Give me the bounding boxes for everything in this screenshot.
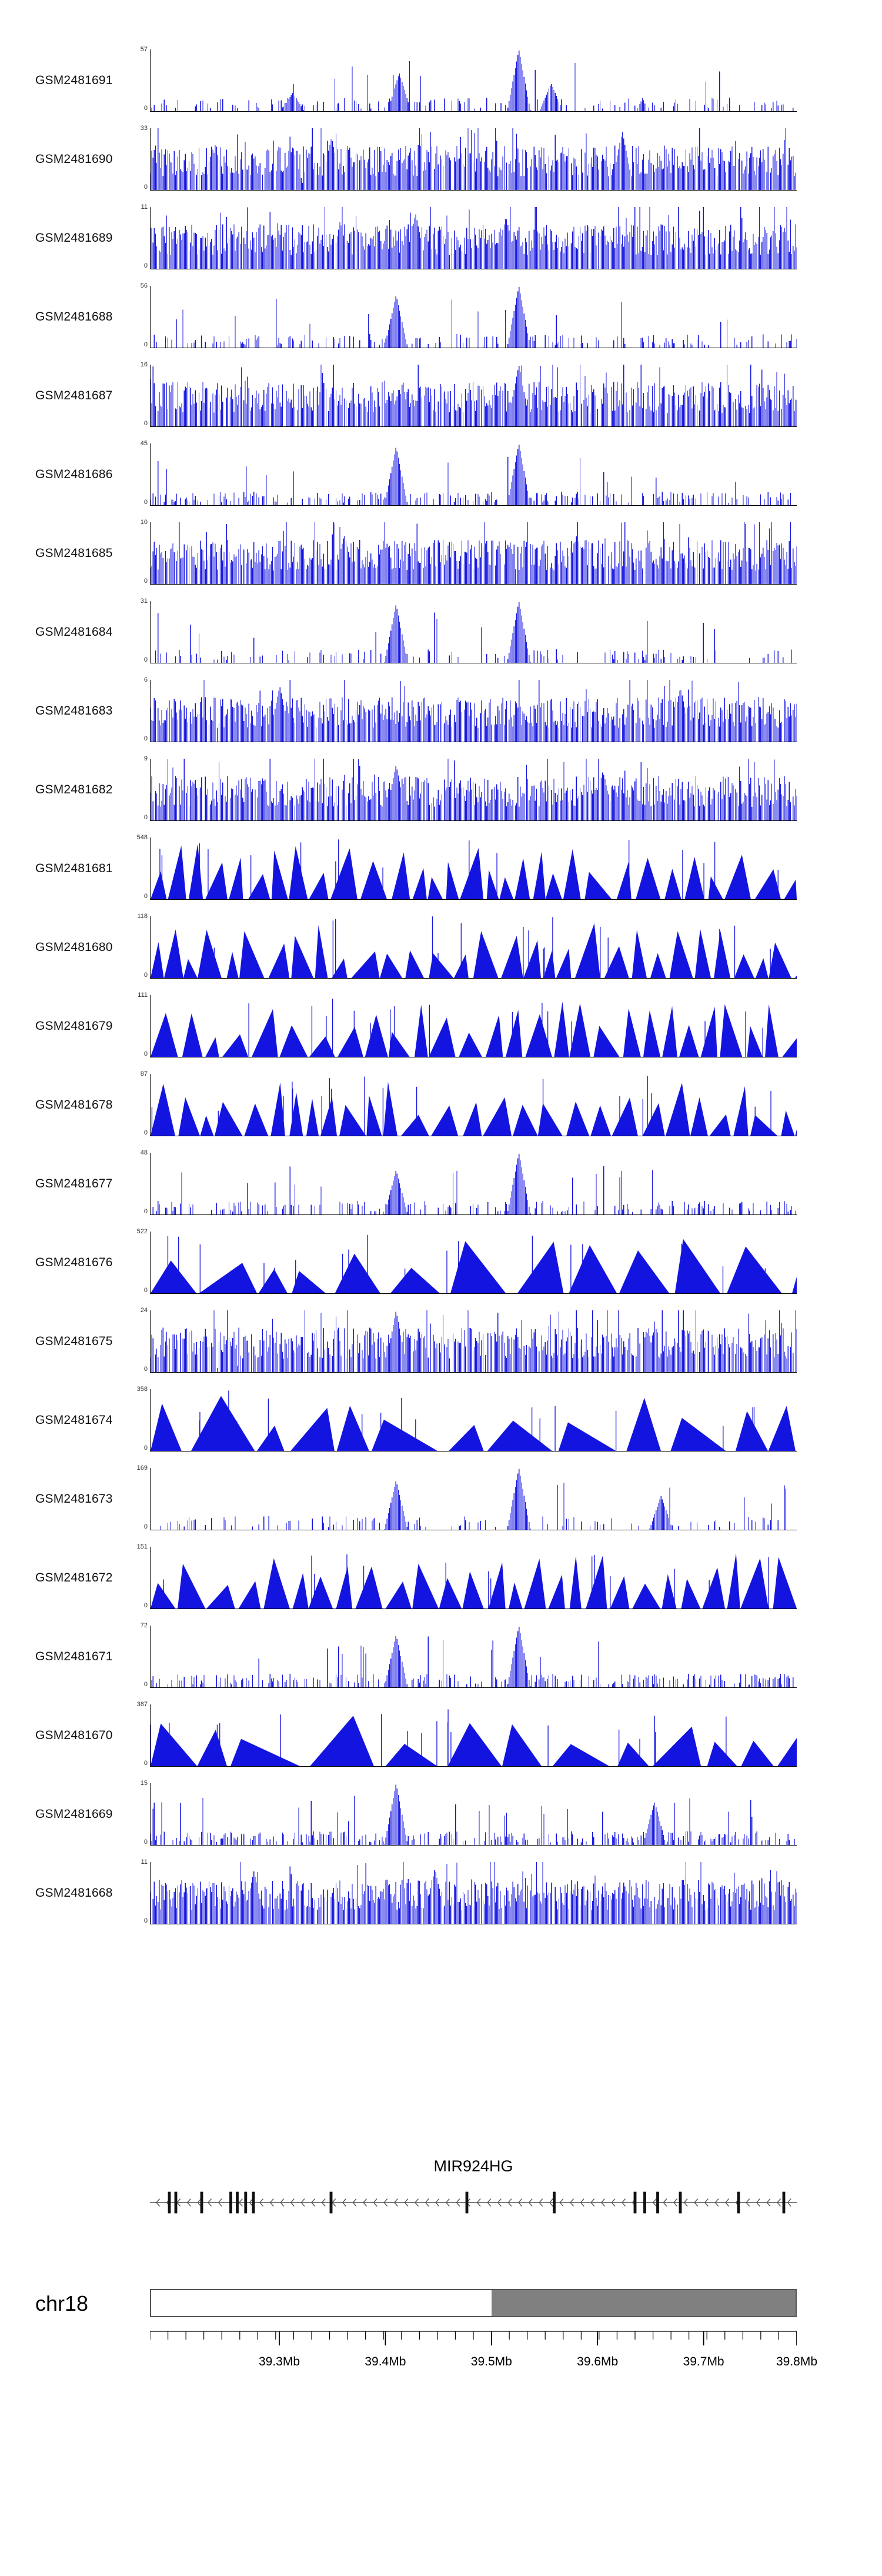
- coverage-track[interactable]: [0, 908, 882, 987]
- track-axis-min: 0: [143, 1681, 148, 1688]
- track-axis-min: 0: [143, 262, 148, 269]
- track-sample-label: GSM2481686: [35, 468, 113, 481]
- coverage-track[interactable]: [0, 1066, 882, 1144]
- track-axis-min: 0: [143, 1838, 148, 1846]
- track-axis-min: 0: [143, 1917, 148, 1924]
- track-axis-max: 11: [141, 1858, 148, 1866]
- track-sample-label: GSM2481683: [35, 704, 113, 718]
- ruler-tick-labels: [150, 2355, 818, 2375]
- track-axis-min: 0: [143, 972, 148, 979]
- track-axis-min: 0: [143, 341, 148, 348]
- coverage-track[interactable]: [0, 1302, 882, 1381]
- track-plot-area[interactable]: [150, 443, 797, 506]
- ruler-tick-label: 39.8Mb: [776, 2355, 818, 2368]
- gene-model-track[interactable]: [150, 2187, 797, 2218]
- coverage-track[interactable]: [0, 1775, 882, 1854]
- track-plot-area[interactable]: [150, 1074, 797, 1136]
- coverage-track[interactable]: [0, 1854, 882, 1933]
- track-axis-max: 16: [140, 361, 148, 368]
- track-axis-min: 0: [143, 1366, 148, 1373]
- track-plot-area[interactable]: [150, 1389, 797, 1451]
- track-plot-area[interactable]: [150, 522, 797, 585]
- track-plot-area[interactable]: [150, 1862, 797, 1924]
- ruler-tick-label: 39.6Mb: [577, 2355, 619, 2368]
- track-axis-max: 169: [136, 1464, 148, 1471]
- track-axis-max: 111: [138, 992, 148, 999]
- track-plot-area[interactable]: [150, 837, 797, 900]
- track-axis-max: 118: [137, 913, 148, 920]
- track-axis-min: 0: [143, 893, 148, 900]
- chromosome-label: chr18: [35, 2291, 89, 2315]
- track-axis-max: 31: [140, 598, 148, 605]
- coverage-track[interactable]: [0, 593, 882, 672]
- track-axis-max: 387: [136, 1701, 148, 1708]
- track-sample-label: GSM2481670: [35, 1729, 113, 1742]
- track-axis-max: 56: [140, 282, 148, 289]
- track-sample-label: GSM2481676: [35, 1256, 113, 1269]
- track-sample-label: GSM2481681: [35, 862, 113, 875]
- track-axis-max: 11: [141, 203, 148, 211]
- ruler-tick-label: 39.3Mb: [258, 2355, 300, 2368]
- track-sample-label: GSM2481682: [35, 783, 113, 796]
- track-axis-max: 57: [140, 46, 148, 53]
- track-plot-area[interactable]: [150, 680, 797, 742]
- gene-annotation-panel: [0, 2153, 882, 2253]
- track-axis-min: 0: [143, 735, 148, 742]
- track-sample-label: GSM2481688: [35, 310, 113, 323]
- track-sample-label: GSM2481685: [35, 546, 113, 560]
- ruler-tick-label: 39.4Mb: [365, 2355, 406, 2368]
- coverage-track[interactable]: [0, 199, 882, 278]
- track-sample-label: GSM2481677: [35, 1177, 113, 1190]
- track-axis-max: 9: [143, 755, 148, 762]
- chromosome-panel: [0, 2276, 882, 2405]
- track-plot-area[interactable]: [150, 207, 797, 269]
- track-axis-max: 548: [136, 834, 148, 841]
- track-plot-area[interactable]: [150, 1468, 797, 1530]
- track-plot-area[interactable]: [150, 1547, 797, 1609]
- coverage-track[interactable]: [0, 987, 882, 1066]
- track-axis-max: 10: [140, 519, 148, 526]
- track-sample-label: GSM2481680: [35, 940, 113, 954]
- track-plot-area[interactable]: [150, 995, 797, 1057]
- track-sample-label: GSM2481689: [35, 231, 113, 245]
- track-axis-max: 151: [136, 1543, 148, 1550]
- track-plot-area[interactable]: [150, 286, 797, 348]
- track-axis-max: 15: [140, 1780, 148, 1787]
- track-axis-max: 522: [136, 1228, 148, 1235]
- track-axis-min: 0: [143, 1523, 148, 1530]
- coverage-track[interactable]: [0, 356, 882, 435]
- track-plot-area[interactable]: [150, 128, 797, 191]
- track-axis-min: 0: [143, 420, 148, 427]
- coverage-track[interactable]: [0, 829, 882, 908]
- coverage-track[interactable]: [0, 1539, 882, 1617]
- track-axis-max: 6: [143, 676, 148, 683]
- track-axis-min: 0: [143, 578, 148, 585]
- track-plot-area[interactable]: [150, 1626, 797, 1688]
- track-sample-label: GSM2481691: [35, 74, 113, 87]
- track-axis-max: 358: [136, 1386, 148, 1393]
- track-sample-label: GSM2481673: [35, 1492, 113, 1506]
- track-sample-label: GSM2481669: [35, 1807, 113, 1821]
- track-plot-area[interactable]: [150, 1310, 797, 1373]
- coverage-track[interactable]: [0, 41, 882, 120]
- coverage-track[interactable]: [0, 1223, 882, 1302]
- chromosome-ideogram[interactable]: [150, 2289, 797, 2317]
- coverage-track[interactable]: [0, 278, 882, 356]
- track-axis-max: 87: [140, 1070, 148, 1077]
- coverage-track[interactable]: [0, 1696, 882, 1775]
- track-axis-min: 0: [143, 105, 148, 112]
- track-axis-min: 0: [143, 1050, 148, 1057]
- track-plot-area[interactable]: [150, 1783, 797, 1846]
- track-plot-area[interactable]: [150, 916, 797, 979]
- track-sample-label: GSM2481674: [35, 1413, 113, 1427]
- track-sample-label: GSM2481678: [35, 1098, 113, 1112]
- track-axis-min: 0: [143, 183, 148, 191]
- track-axis-min: 0: [143, 1208, 148, 1215]
- coverage-track[interactable]: [0, 1617, 882, 1696]
- gene-name-label: MIR924HG: [433, 2157, 513, 2175]
- track-axis-max: 48: [140, 1149, 148, 1156]
- coverage-track[interactable]: [0, 1460, 882, 1539]
- track-plot-area[interactable]: [150, 1704, 797, 1767]
- track-plot-area[interactable]: [150, 1232, 797, 1294]
- track-plot-area[interactable]: [150, 759, 797, 821]
- track-axis-min: 0: [143, 814, 148, 821]
- track-plot-area[interactable]: [150, 601, 797, 663]
- track-sample-label: GSM2481679: [35, 1019, 113, 1033]
- track-sample-label: GSM2481675: [35, 1334, 113, 1348]
- ideogram-highlight-region: [492, 2290, 796, 2316]
- coverage-track[interactable]: [0, 672, 882, 750]
- track-axis-min: 0: [143, 1760, 148, 1767]
- ruler-tick-label: 39.7Mb: [683, 2355, 724, 2368]
- ruler-tick-label: 39.5Mb: [470, 2355, 512, 2368]
- track-sample-label: GSM2481671: [35, 1650, 113, 1663]
- coverage-track[interactable]: [0, 120, 882, 199]
- track-sample-label: GSM2481684: [35, 625, 113, 639]
- track-sample-label: GSM2481672: [35, 1571, 113, 1584]
- track-axis-min: 0: [143, 1129, 148, 1136]
- track-plot-area[interactable]: [150, 1153, 797, 1215]
- track-sample-label: GSM2481687: [35, 389, 113, 402]
- track-axis-min: 0: [143, 656, 148, 663]
- track-axis-min: 0: [143, 1444, 148, 1451]
- track-plot-area[interactable]: [150, 49, 797, 112]
- coverage-track[interactable]: [0, 514, 882, 593]
- track-axis-max: 72: [140, 1622, 148, 1629]
- track-plot-area[interactable]: [150, 365, 797, 427]
- track-axis-max: 33: [140, 125, 148, 132]
- track-axis-max: 45: [140, 440, 148, 447]
- coverage-track[interactable]: [0, 1144, 882, 1223]
- coverage-track[interactable]: [0, 750, 882, 829]
- track-sample-label: GSM2481668: [35, 1886, 113, 1900]
- coverage-track[interactable]: [0, 1381, 882, 1460]
- track-axis-max: 24: [140, 1307, 148, 1314]
- coverage-track[interactable]: [0, 435, 882, 514]
- track-sample-label: GSM2481690: [35, 152, 113, 166]
- track-axis-min: 0: [143, 1287, 148, 1294]
- track-axis-min: 0: [143, 499, 148, 506]
- track-axis-min: 0: [143, 1602, 148, 1609]
- track-list: [0, 41, 882, 1933]
